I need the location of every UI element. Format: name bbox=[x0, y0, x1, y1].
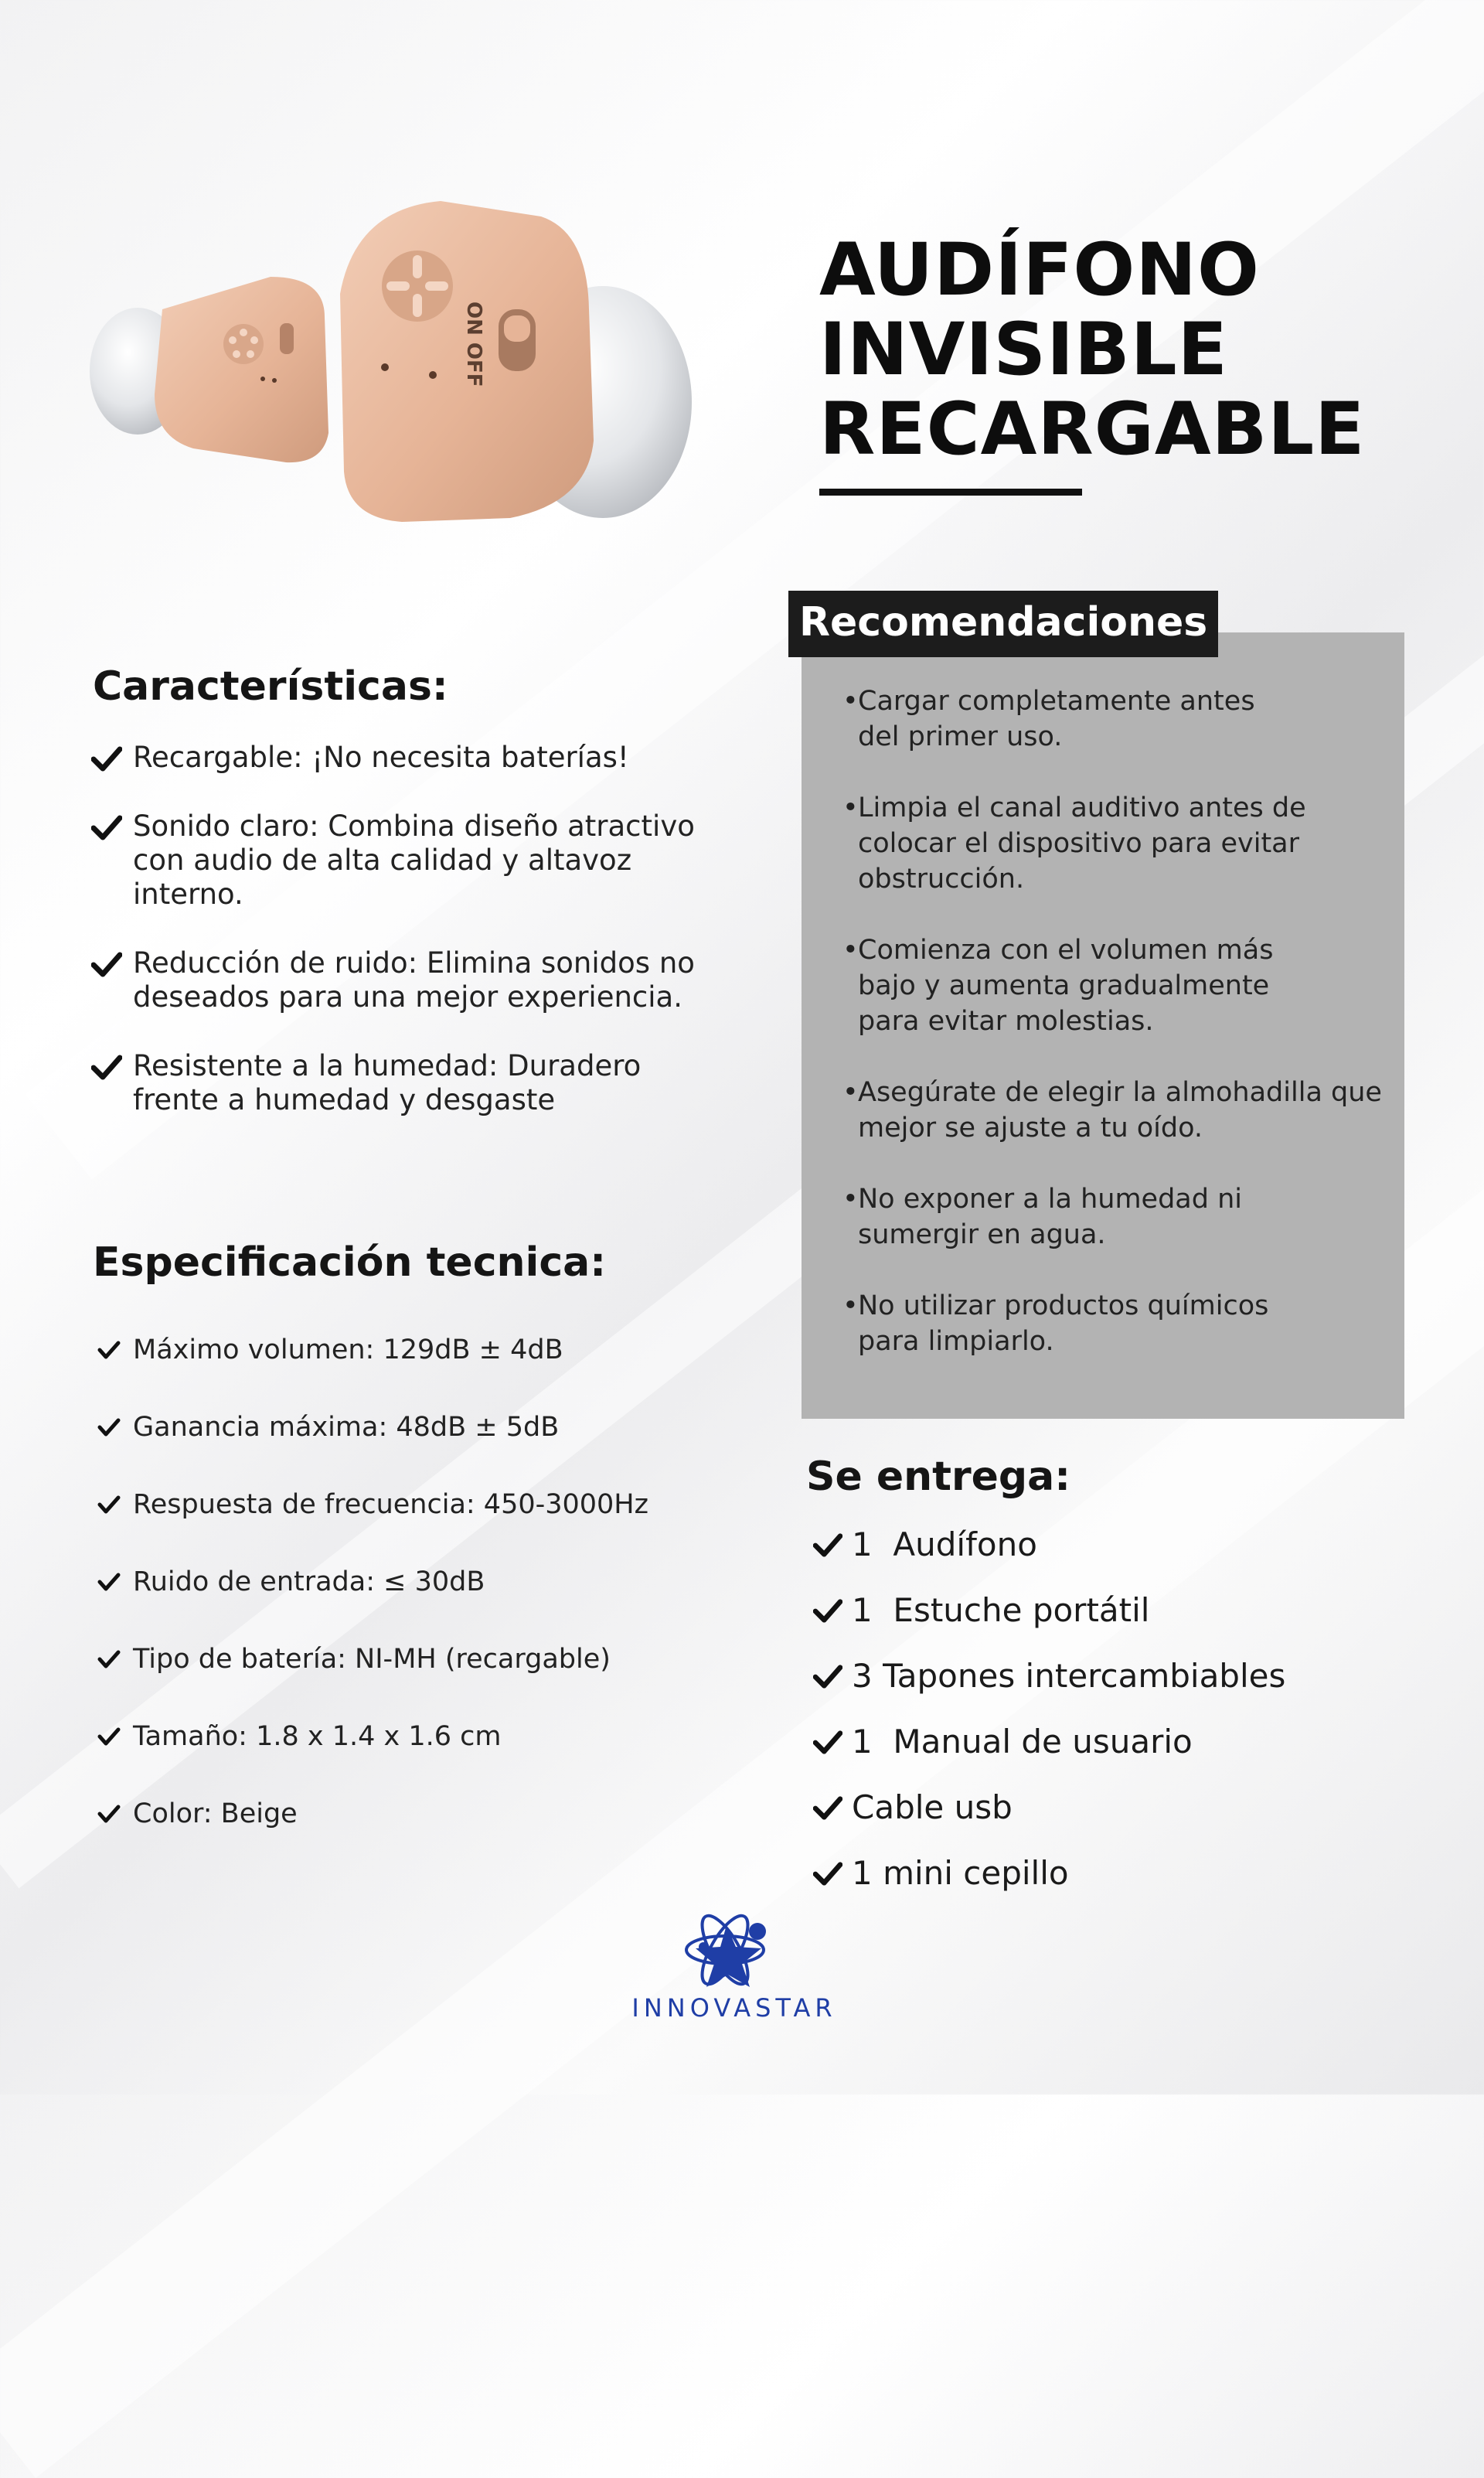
hearing-aid-product-image bbox=[77, 178, 711, 549]
check-icon bbox=[813, 1598, 842, 1623]
list-item: • Asegúrate de elegir la almohadilla que mejor se ajuste a tu oído. bbox=[842, 1075, 1399, 1146]
list-item: 1 mini cepillo bbox=[813, 1850, 1285, 1916]
list-item: Sonido claro: Combina diseño atractivo con audio de alta calidad y altavoz interno. bbox=[91, 810, 720, 912]
list-item: • Comienza con el volumen más bajo y aumenta gradualmente para evitar molestias. bbox=[842, 932, 1322, 1039]
check-icon bbox=[97, 1804, 121, 1824]
list-item: 1 Manual de usuario bbox=[813, 1719, 1285, 1784]
check-icon bbox=[813, 1664, 842, 1689]
list-item: • No exponer a la humedad ni sumergir en agua. bbox=[842, 1181, 1291, 1253]
list-item: Ruido de entrada: ≤ 30dB bbox=[97, 1565, 648, 1642]
svg-text:ON OFF: ON OFF bbox=[462, 302, 485, 387]
check-icon bbox=[97, 1649, 121, 1669]
check-icon bbox=[97, 1340, 121, 1360]
list-item: Respuesta de frecuencia: 450-3000Hz bbox=[97, 1488, 648, 1565]
title-line: INVISIBLE bbox=[819, 308, 1228, 392]
large-hearing-aid-icon bbox=[340, 201, 692, 522]
list-item: • No utilizar productos químicos para limpiarlo. bbox=[842, 1288, 1322, 1359]
list-item: Tipo de batería: NI-MH (recargable) bbox=[97, 1642, 648, 1720]
list-item: • Limpia el canal auditivo antes de colocar el dispositivo para evitar obstrucción. bbox=[842, 790, 1353, 897]
list-item: Cable usb bbox=[813, 1784, 1285, 1850]
list-item: Recargable: ¡No necesita baterías! bbox=[91, 741, 787, 775]
recommendations-heading: Recomendaciones bbox=[788, 591, 1218, 657]
check-icon bbox=[91, 745, 122, 772]
check-icon bbox=[91, 1054, 122, 1080]
list-item: 1 Audífono bbox=[813, 1522, 1285, 1587]
page-title bbox=[819, 228, 1366, 472]
features-list bbox=[91, 741, 787, 1152]
title-line: AUDÍFONO bbox=[819, 228, 1260, 312]
small-hearing-aid-icon bbox=[90, 277, 328, 462]
list-item: Tamaño: 1.8 x 1.4 x 1.6 cm bbox=[97, 1720, 648, 1797]
check-icon bbox=[813, 1795, 842, 1820]
recommendations-list bbox=[842, 683, 1384, 1395]
delivery-heading: Se entrega: bbox=[806, 1454, 1070, 1500]
list-item: Ganancia máxima: 48dB ± 5dB bbox=[97, 1410, 648, 1488]
check-icon bbox=[97, 1572, 121, 1592]
check-icon bbox=[97, 1495, 121, 1515]
specs-heading: Especificación tecnica: bbox=[93, 1239, 607, 1286]
title-underline bbox=[819, 489, 1082, 496]
list-item: 3 Tapones intercambiables bbox=[813, 1653, 1285, 1719]
check-icon bbox=[97, 1726, 121, 1747]
check-icon bbox=[91, 951, 122, 977]
features-heading: Características: bbox=[93, 663, 448, 710]
list-item: Máximo volumen: 129dB ± 4dB bbox=[97, 1333, 648, 1410]
list-item: Color: Beige bbox=[97, 1797, 648, 1874]
list-item: Reducción de ruido: Elimina sonidos no deseados para una mejor experiencia. bbox=[91, 946, 798, 1014]
check-icon bbox=[813, 1532, 842, 1557]
title-line: RECARGABLE bbox=[819, 387, 1366, 472]
check-icon bbox=[97, 1417, 121, 1437]
check-icon bbox=[91, 814, 122, 840]
brand-name: INNOVASTAR bbox=[631, 1993, 837, 2023]
check-icon bbox=[813, 1861, 842, 1886]
delivery-list bbox=[813, 1522, 1285, 1916]
list-item: Resistente a la humedad: Duradero frente a humedad y desgaste bbox=[91, 1049, 720, 1117]
list-item: • Cargar completamente antes del primer uso. bbox=[842, 683, 1291, 755]
specs-list bbox=[97, 1333, 648, 1874]
list-item: 1 Estuche portátil bbox=[813, 1587, 1285, 1653]
check-icon bbox=[813, 1730, 842, 1754]
